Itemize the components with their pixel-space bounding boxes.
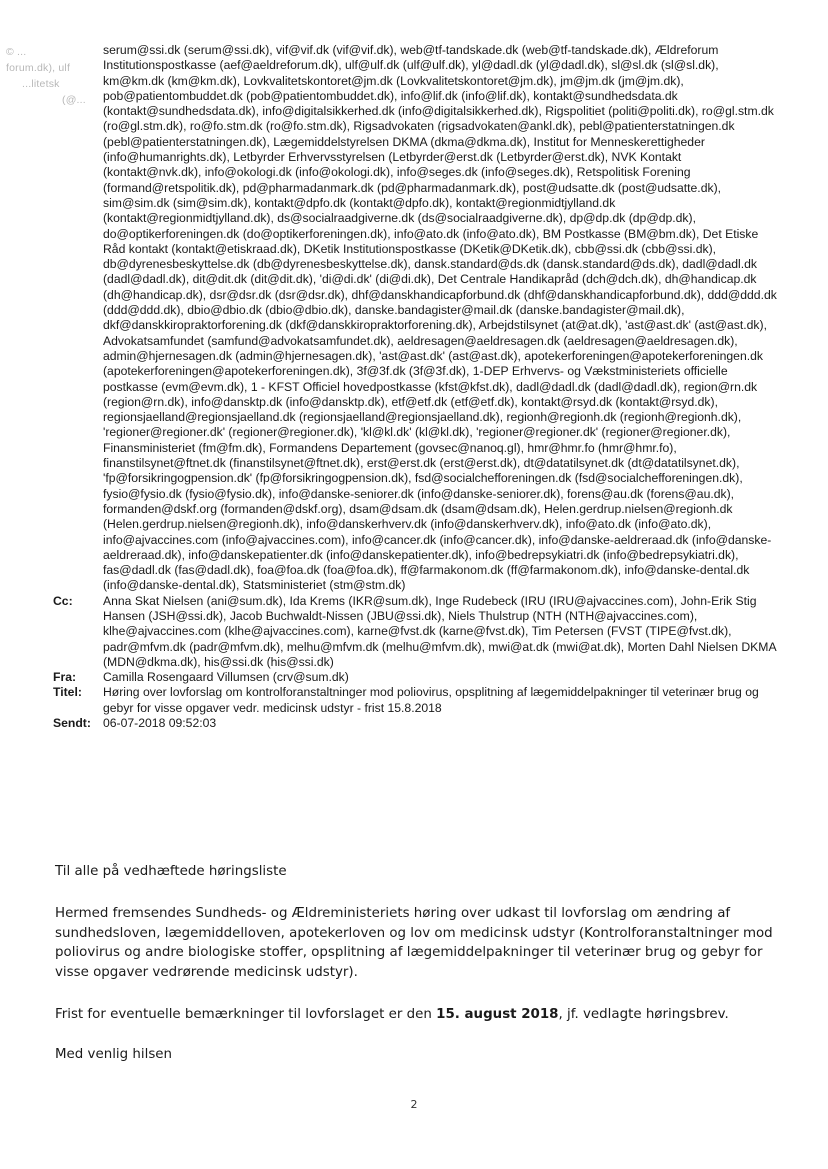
margin-fragment: © ... (6, 46, 27, 58)
recipients-continuation (53, 43, 783, 594)
page-number: 2 (410, 1098, 418, 1111)
subject-value: Høring over lovforslag om kontrolforanstaltninger mod poliovirus, opsplitning af lægemiddelpakninger til veterinær brug og gebyr for visse opgaver vedr. medicinsk udstyr - frist 15.8.2018 (103, 685, 759, 715)
deadline-paragraph (55, 1005, 775, 1025)
deadline-prefix: Frist for eventuelle bemærkninger til lovforslaget er den (55, 1007, 437, 1022)
sent-label: Sendt: (53, 716, 91, 731)
to-recipients-list: serum@ssi.dk (serum@ssi.dk), vif@vif.dk (vif@vif.dk), web@tf-tandskade.dk (web@tf-tandskade.dk), Ældreforum Institutionspostkasse (aef@aeldreforum.dk), ulf@ulf.dk (ulf@ulf.dk), yl@dadl.dk (yl@dadl.dk), sl@sl.dk (sl@sl.dk), km@km.dk (km@km.dk), Lovkvalitetskontoret@jm.dk (Lovkvalitetskontoret@jm.dk), jm@jm.dk (jm@jm.dk), pob@patientombuddet.dk (pob@patientombuddet.dk), info@lif.dk (info@lif.dk), kontakt@sundhedsdata.dk (kontakt@sundhedsdata.dk), info@digitalsikkerhed.dk (info@digitalsikkerhed.dk), Rigspolitiet (politi@politi.dk), ro@gl.stm.dk (ro@gl.stm.dk), ro@fo.stm.dk (ro@fo.stm.dk), Rigsadvokaten (rigsadvokaten@ankl.dk), pebl@patienterstatningen.dk (pebl@patienterstatningen.dk), Lægemiddelstyrelsen DKMA (dkma@dkma.dk), Institut for Menneskerettigheder (info@humanrights.dk), Letbyrder Erhvervsstyrelsen (Letbyrder@erst.dk (Letbyrder@erst.dk), NVK Kontakt (kontakt@nvk.dk), info@okologi.dk (info@okologi.dk), info@seges.dk (info@seges.dk), Retspolitisk Forening (formand@retspolitik.dk), pd@pharmadanmark.dk (pd@pharmadanmark.dk), post@udsatte.dk (post@udsatte.dk), sim@sim.dk (sim@sim.dk), kontakt@dpfo.dk (kontakt@dpfo.dk), kontakt@regionmidtjylland.dk (kontakt@regionmidtjylland.dk), ds@socialraadgiverne.dk (ds@socialraadgiverne.dk), dp@dp.dk (dp@dp.dk), do@optikerforeningen.dk (do@optikerforeningen.dk), info@ato.dk (info@ato.dk), BM Postkasse (BM@bm.dk), Det Etiske Råd kontakt (kontakt@etiskraad.dk), DKetik Institutionspostkasse (DKetik@DKetik.dk), cbb@ssi.dk (cbb@ssi.dk), db@dyrenesbeskyttelse.dk (db@dyrenesbeskyttelse.dk), dansk.standard@ds.dk (dansk.standard@ds.dk), dadl@dadl.dk (dadl@dadl.dk), dit@dit.dk (dit@dit.dk), 'di@di.dk' (di@di.dk), Det Centrale Handikapråd (dch@dch.dk), dh@handicap.dk (dh@handicap.dk), dsr@dsr.dk (dsr@dsr.dk), dhf@danskhandicapforbund.dk (dhf@danskhandicapforbund.dk), ddd@ddd.dk (ddd@ddd.dk), dbio@dbio.dk (dbio@dbio.dk), danske.bandagister@mail.dk (danske.bandagister@mail.dk), dkf@danskkiropraktorforening.dk (dkf@danskkiropraktorforening.dk), Arbejdstilsynet (at@at.dk), 'ast@ast.dk' (ast@ast.dk), Advokatsamfundet (samfund@advokatsamfundet.dk), aeldresagen@aeldresagen.dk (aeldresagen@aeldresagen.dk), admin@hjernesagen.dk (admin@hjernesagen.dk), 'ast@ast.dk' (ast@ast.dk), apotekerforeningen@apotekerforeningen.dk (apotekerforeningen@apotekerforeningen.dk), 3f@3f.dk (3f@3f.dk), 1-DEP Erhvervs- og Vækstministeriets officielle postkasse (evm@evm.dk), 1 - KFST Officiel hovedpostkasse (kfst@kfst.dk), dadl@dadl.dk (dadl@dadl.dk), region@rn.dk (region@rn.dk), info@dansktp.dk (info@dansktp.dk), etf@etf.dk (etf@etf.dk), kontakt@rsyd.dk (kontakt@rsyd.dk), regionsjaelland@regionsjaelland.dk (regionsjaelland@regionsjaelland.dk), regionh@regionh.dk (regionh@regionh.dk), 'regioner@regioner.dk' (regioner@regioner.dk), 'kl@kl.dk' (kl@kl.dk), 'regioner@regioner.dk' (regioner@regioner.dk), Finansministeriet (fm@fm.dk), Formandens Departement (govsec@nanoq.gl), hmr@hmr.fo (hmr@hmr.fo), finanstilsynet@ftnet.dk (finanstilsynet@ftnet.dk), erst@erst.dk (erst@erst.dk), dt@datatilsynet.dk (dt@datatilsynet.dk), 'fp@forsikringogpension.dk' (fp@forsikringogpension.dk), fsd@socialchefforeningen.dk (fsd@socialchefforeningen.dk), fysio@fysio.dk (fysio@fysio.dk), info@danske-seniorer.dk (info@danske-seniorer.dk), forens@au.dk (forens@au.dk), formanden@dskf.org (formanden@dskf.org), dsam@dsam.dk (dsam@dsam.dk), Helen.gerdrup.nielsen@regionh.dk (Helen.gerdrup.nielsen@regionh.dk), info@danskerhverv.dk (info@danskerhverv.dk), info@ato.dk (info@ato.dk), info@ajvaccines.com (info@ajvaccines.com), info@cancer.dk (info@cancer.dk), info@danske-aeldreraad.dk (info@danske-aeldreraad.dk), info@danskepatienter.dk (info@danskepatienter.dk), info@bedrepsykiatri.dk (info@bedrepsykiatri.dk), fas@dadl.dk (fas@dadl.dk), foa@foa.dk (foa@foa.dk), ff@farmakonom.dk (ff@farmakonom.dk), info@danske-dental.dk (info@danske-dental.dk), Statsministeriet (stm@stm.dk) (103, 43, 777, 593)
email-header (53, 43, 783, 731)
greeting: Til alle på vedhæftede høringsliste (55, 864, 287, 879)
cc-row (53, 594, 783, 670)
margin-fragment: (@... (62, 94, 86, 106)
from-value: Camilla Rosengaard Villumsen (crv@sum.dk) (103, 670, 349, 685)
sent-row (53, 716, 783, 731)
margin-fragment: forum.dk), ulf (6, 62, 71, 74)
deadline-date: 15. august 2018 (436, 1007, 559, 1022)
from-row (53, 670, 783, 685)
body-paragraph: Hermed fremsendes Sundheds- og Ældreministeriets høring over udkast til lovforslag om ændring af sundhedsloven, lægemiddelloven, apotekerloven og lov om medicinsk udstyr (Kontrolforanstaltninger mod poliovirus og andre biologiske stoffer, opsplitning af lægemiddelpakninger til veterinær brug og gebyr for visse opgaver vedrørende medicinsk udstyr). (55, 906, 773, 980)
margin-fragment: ...litetsk (22, 78, 60, 90)
from-label: Fra: (53, 670, 77, 685)
subject-row (53, 685, 783, 716)
deadline-suffix: , jf. vedlagte høringsbrev. (558, 1007, 729, 1022)
closing: Med venlig hilsen (55, 1047, 173, 1062)
subject-label: Titel: (53, 685, 82, 700)
sent-value: 06-07-2018 09:52:03 (103, 716, 217, 731)
cc-recipients: Anna Skat Nielsen (ani@sum.dk), Ida Krems (IKR@sum.dk), Inge Rudebeck (IRU (IRU@ajvaccines.com), John-Erik Stig Hansen (JSH@ssi.dk), Jacob Buchwaldt-Nissen (JBU@ssi.dk), Niels Thulstrup (NTH (NTH@ajvaccines.com), klhe@ajvaccines.com (klhe@ajvaccines.com), karne@fvst.dk (karne@fvst.dk), Tim Petersen (FVST (TIPE@fvst.dk), padr@mfvm.dk (padr@mfvm.dk), melhu@mfvm.dk (melhu@mfvm.dk), mwi@at.dk (mwi@at.dk), Morten Dahl Nielsen DKMA (MDN@dkma.dk), his@ssi.dk (his@ssi.dk) (103, 593, 776, 669)
cc-label: Cc: (53, 593, 73, 608)
